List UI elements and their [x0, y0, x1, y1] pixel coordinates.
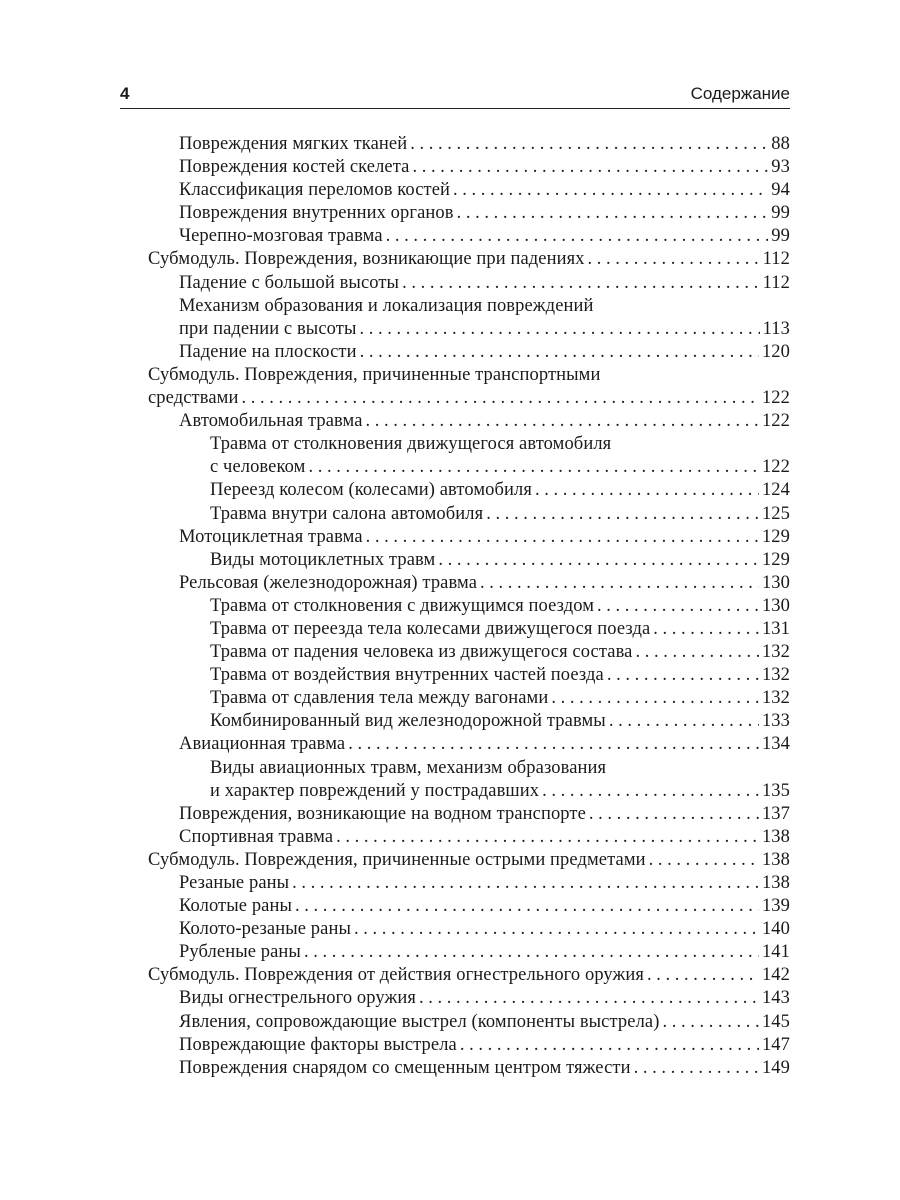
toc-entry[interactable] [148, 410, 790, 433]
toc-entry[interactable] [148, 918, 790, 941]
toc-entry-title: Травма внутри салона автомобиля [210, 503, 484, 524]
toc-entry-title: Колото-резаные раны [179, 919, 351, 940]
toc-entry[interactable] [148, 641, 790, 664]
toc-entry-page: 130 [761, 572, 790, 593]
toc-entry-title: Повреждения снарядом со смещенным центром тяжести [179, 1057, 631, 1078]
toc-entry-page: 94 [771, 180, 790, 201]
toc-entry-page: 138 [761, 873, 790, 893]
toc-entry-page: 112 [762, 249, 790, 270]
toc-entry-title: Повреждения внутренних органов [179, 203, 454, 224]
toc-entry[interactable] [148, 295, 790, 341]
toc-entry[interactable] [148, 202, 790, 225]
toc-entry[interactable] [148, 179, 790, 202]
toc-entry[interactable] [148, 664, 790, 687]
toc-entry-title-line: Субмодуль. Повреждения, причиненные транспортными [148, 364, 601, 385]
toc-entry-title-line: Виды авиационных травм, механизм образования [210, 757, 607, 778]
dot-leader [609, 710, 759, 733]
dot-leader [460, 1034, 759, 1057]
dot-leader [635, 641, 758, 664]
toc-entry-title: Травма от сдавления тела между вагонами [210, 688, 549, 709]
dot-leader [647, 964, 759, 987]
dot-leader [438, 549, 759, 572]
dot-leader [308, 456, 759, 479]
toc-entry-page: 135 [761, 780, 790, 801]
dot-leader [386, 225, 769, 248]
toc-entry[interactable] [148, 941, 790, 964]
toc-entry-title: при падении с высоты [179, 318, 357, 339]
toc-entry-page: 122 [761, 457, 790, 478]
dot-leader [634, 1057, 759, 1080]
toc-entry[interactable] [148, 364, 790, 410]
dot-leader [366, 526, 759, 549]
toc-entry-title: Автомобильная травма [179, 411, 363, 432]
dot-leader [607, 664, 759, 687]
toc-entry-title: Падение на плоскости [179, 341, 357, 362]
dot-leader [480, 572, 759, 595]
toc-entry-page: 143 [761, 988, 790, 1009]
toc-entry[interactable] [148, 248, 790, 271]
toc-entry-page: 120 [761, 341, 790, 362]
dot-leader [348, 733, 759, 756]
dot-leader [597, 595, 759, 618]
toc-entry-title: Классификация переломов костей [179, 180, 451, 201]
toc-entry-title: Травма от воздействия внутренних частей поезда [210, 665, 604, 686]
toc-entry-title: Рельсовая (железнодорожная) травма [179, 572, 477, 593]
toc-entry[interactable] [148, 433, 790, 479]
dot-leader [588, 248, 760, 271]
toc-entry-title: Авиационная травма [179, 734, 346, 755]
dot-leader [419, 987, 759, 1010]
toc-entry-page: 124 [761, 480, 790, 501]
dot-leader [336, 826, 759, 849]
toc-entry[interactable] [148, 1034, 790, 1057]
toc-entry-title: средствами [148, 388, 239, 409]
toc-entry-page: 139 [761, 896, 790, 917]
toc-entry-page: 149 [761, 1057, 790, 1078]
toc-entry-title: Виды мотоциклетных травм [210, 549, 436, 570]
toc-entry-title: Явления, сопровождающие выстрел (компоненты выстрела) [179, 1011, 660, 1032]
dot-leader [366, 410, 759, 433]
dot-leader [360, 341, 759, 364]
toc-entry-title: Черепно-мозговая травма [179, 226, 383, 247]
dot-leader [653, 618, 759, 641]
toc-entry-title: Субмодуль. Повреждения, причиненные острыми предметами [148, 849, 646, 870]
toc-entry-page: 138 [761, 849, 790, 870]
toc-entry-page: 133 [761, 711, 790, 732]
toc-entry-page: 130 [761, 595, 790, 616]
toc-entry[interactable] [148, 618, 790, 641]
section-title: Содержание [690, 84, 790, 103]
toc-entry-title: Субмодуль. Повреждения, возникающие при падениях [148, 249, 585, 270]
toc-entry-page: 147 [761, 1034, 790, 1055]
dot-leader [662, 1011, 758, 1034]
toc-entry[interactable] [148, 225, 790, 248]
toc-entry[interactable] [148, 872, 790, 895]
toc-entry-title: Субмодуль. Повреждения от действия огнестрельного оружия [148, 965, 645, 986]
toc-entry-title: Рубленые раны [179, 942, 301, 963]
page-number: 4 [120, 84, 130, 103]
toc-entry-title: и характер повреждений у пострадавших [210, 780, 540, 801]
dot-leader [359, 318, 759, 341]
toc-entry-page: 125 [761, 503, 790, 524]
toc-entry-page: 132 [761, 688, 790, 709]
toc-entry[interactable] [148, 733, 790, 756]
dot-leader [410, 133, 768, 156]
toc-entry[interactable] [148, 341, 790, 364]
toc-entry[interactable] [148, 964, 790, 987]
dot-leader [241, 387, 758, 410]
toc-entry[interactable] [148, 549, 790, 572]
toc-entry[interactable] [148, 895, 790, 918]
toc-entry-title: Повреждения, возникающие на водном транспорте [179, 803, 586, 824]
toc-entry[interactable] [148, 757, 790, 803]
page-header [120, 80, 790, 109]
toc-entry-page: 138 [761, 826, 790, 847]
toc-entry[interactable] [148, 133, 790, 156]
toc-entry-title: Травма от падения человека из движущегося состава [210, 642, 633, 663]
dot-leader [649, 849, 759, 872]
toc-entry-title-line: Механизм образования и локализация повреждений [179, 295, 594, 316]
toc-entry-page: 93 [771, 157, 790, 178]
toc-entry[interactable] [148, 710, 790, 733]
toc-entry[interactable] [148, 503, 790, 526]
toc-entry[interactable] [148, 595, 790, 618]
toc-entry[interactable] [148, 526, 790, 549]
toc-entry-title: Травма от переезда тела колесами движущегося поезда [210, 618, 651, 639]
toc-entry-title: Травма от столкновения с движущимся поездом [210, 595, 595, 616]
toc-entry-title: Колотые раны [179, 896, 293, 917]
dot-leader [535, 479, 759, 502]
toc-entry[interactable] [148, 479, 790, 502]
toc-entry[interactable] [148, 987, 790, 1010]
toc-entry-page: 112 [762, 272, 790, 293]
toc-entry-page: 141 [761, 942, 790, 963]
dot-leader [551, 687, 759, 710]
toc-entry-title: Спортивная травма [179, 826, 334, 847]
toc-entry-title: Повреждения мягких тканей [179, 134, 408, 154]
toc-entry-page: 113 [762, 318, 790, 339]
toc-entry-title: Виды огнестрельного оружия [179, 988, 416, 1009]
toc-entry[interactable] [148, 572, 790, 595]
toc-entry-page: 132 [761, 642, 790, 663]
dot-leader [542, 780, 759, 803]
toc-entry-page: 88 [771, 134, 790, 154]
toc-entry-title: Мотоциклетная травма [179, 526, 363, 547]
toc-entry[interactable] [148, 272, 790, 295]
dot-leader [453, 179, 768, 202]
dot-leader [304, 941, 759, 964]
toc-entry-title: Повреждения костей скелета [179, 157, 410, 178]
toc-entry-page: 140 [761, 919, 790, 940]
dot-leader [412, 156, 768, 179]
toc-entry[interactable] [148, 803, 790, 826]
toc-entry[interactable] [148, 687, 790, 710]
dot-leader [486, 503, 759, 526]
toc-entry-title: Резаные раны [179, 873, 290, 893]
toc-entry-page: 134 [761, 734, 790, 755]
toc-entry-page: 142 [761, 965, 790, 986]
toc-entry-title: Повреждающие факторы выстрела [179, 1034, 457, 1055]
toc-entry-title: Падение с большой высоты [179, 272, 400, 293]
toc-entry-page: 132 [761, 665, 790, 686]
dot-leader [402, 272, 760, 295]
toc-entry-title: Комбинированный вид железнодорожной травмы [210, 711, 606, 732]
toc-entry-page: 99 [771, 203, 790, 224]
toc-entry[interactable] [148, 849, 790, 872]
toc-entry-page: 122 [761, 411, 790, 432]
table-of-contents [148, 133, 790, 1080]
toc-entry-page: 99 [771, 226, 790, 247]
toc-entry-title: Переезд колесом (колесами) автомобиля [210, 480, 532, 501]
dot-leader [457, 202, 769, 225]
toc-entry-page: 137 [761, 803, 790, 824]
toc-entry-page: 145 [761, 1011, 790, 1032]
toc-entry[interactable] [148, 1011, 790, 1034]
toc-entry-title-line: Травма от столкновения движущегося автомобиля [210, 434, 612, 455]
toc-entry[interactable] [148, 826, 790, 849]
dot-leader [354, 918, 759, 941]
toc-entry-page: 129 [761, 526, 790, 547]
toc-entry[interactable] [148, 1057, 790, 1080]
toc-entry-page: 122 [761, 388, 790, 409]
toc-entry-title: с человеком [210, 457, 306, 478]
toc-entry[interactable] [148, 156, 790, 179]
toc-entry-page: 129 [761, 549, 790, 570]
dot-leader [292, 872, 759, 895]
toc-entry-page: 131 [761, 618, 790, 639]
dot-leader [295, 895, 759, 918]
dot-leader [589, 803, 759, 826]
